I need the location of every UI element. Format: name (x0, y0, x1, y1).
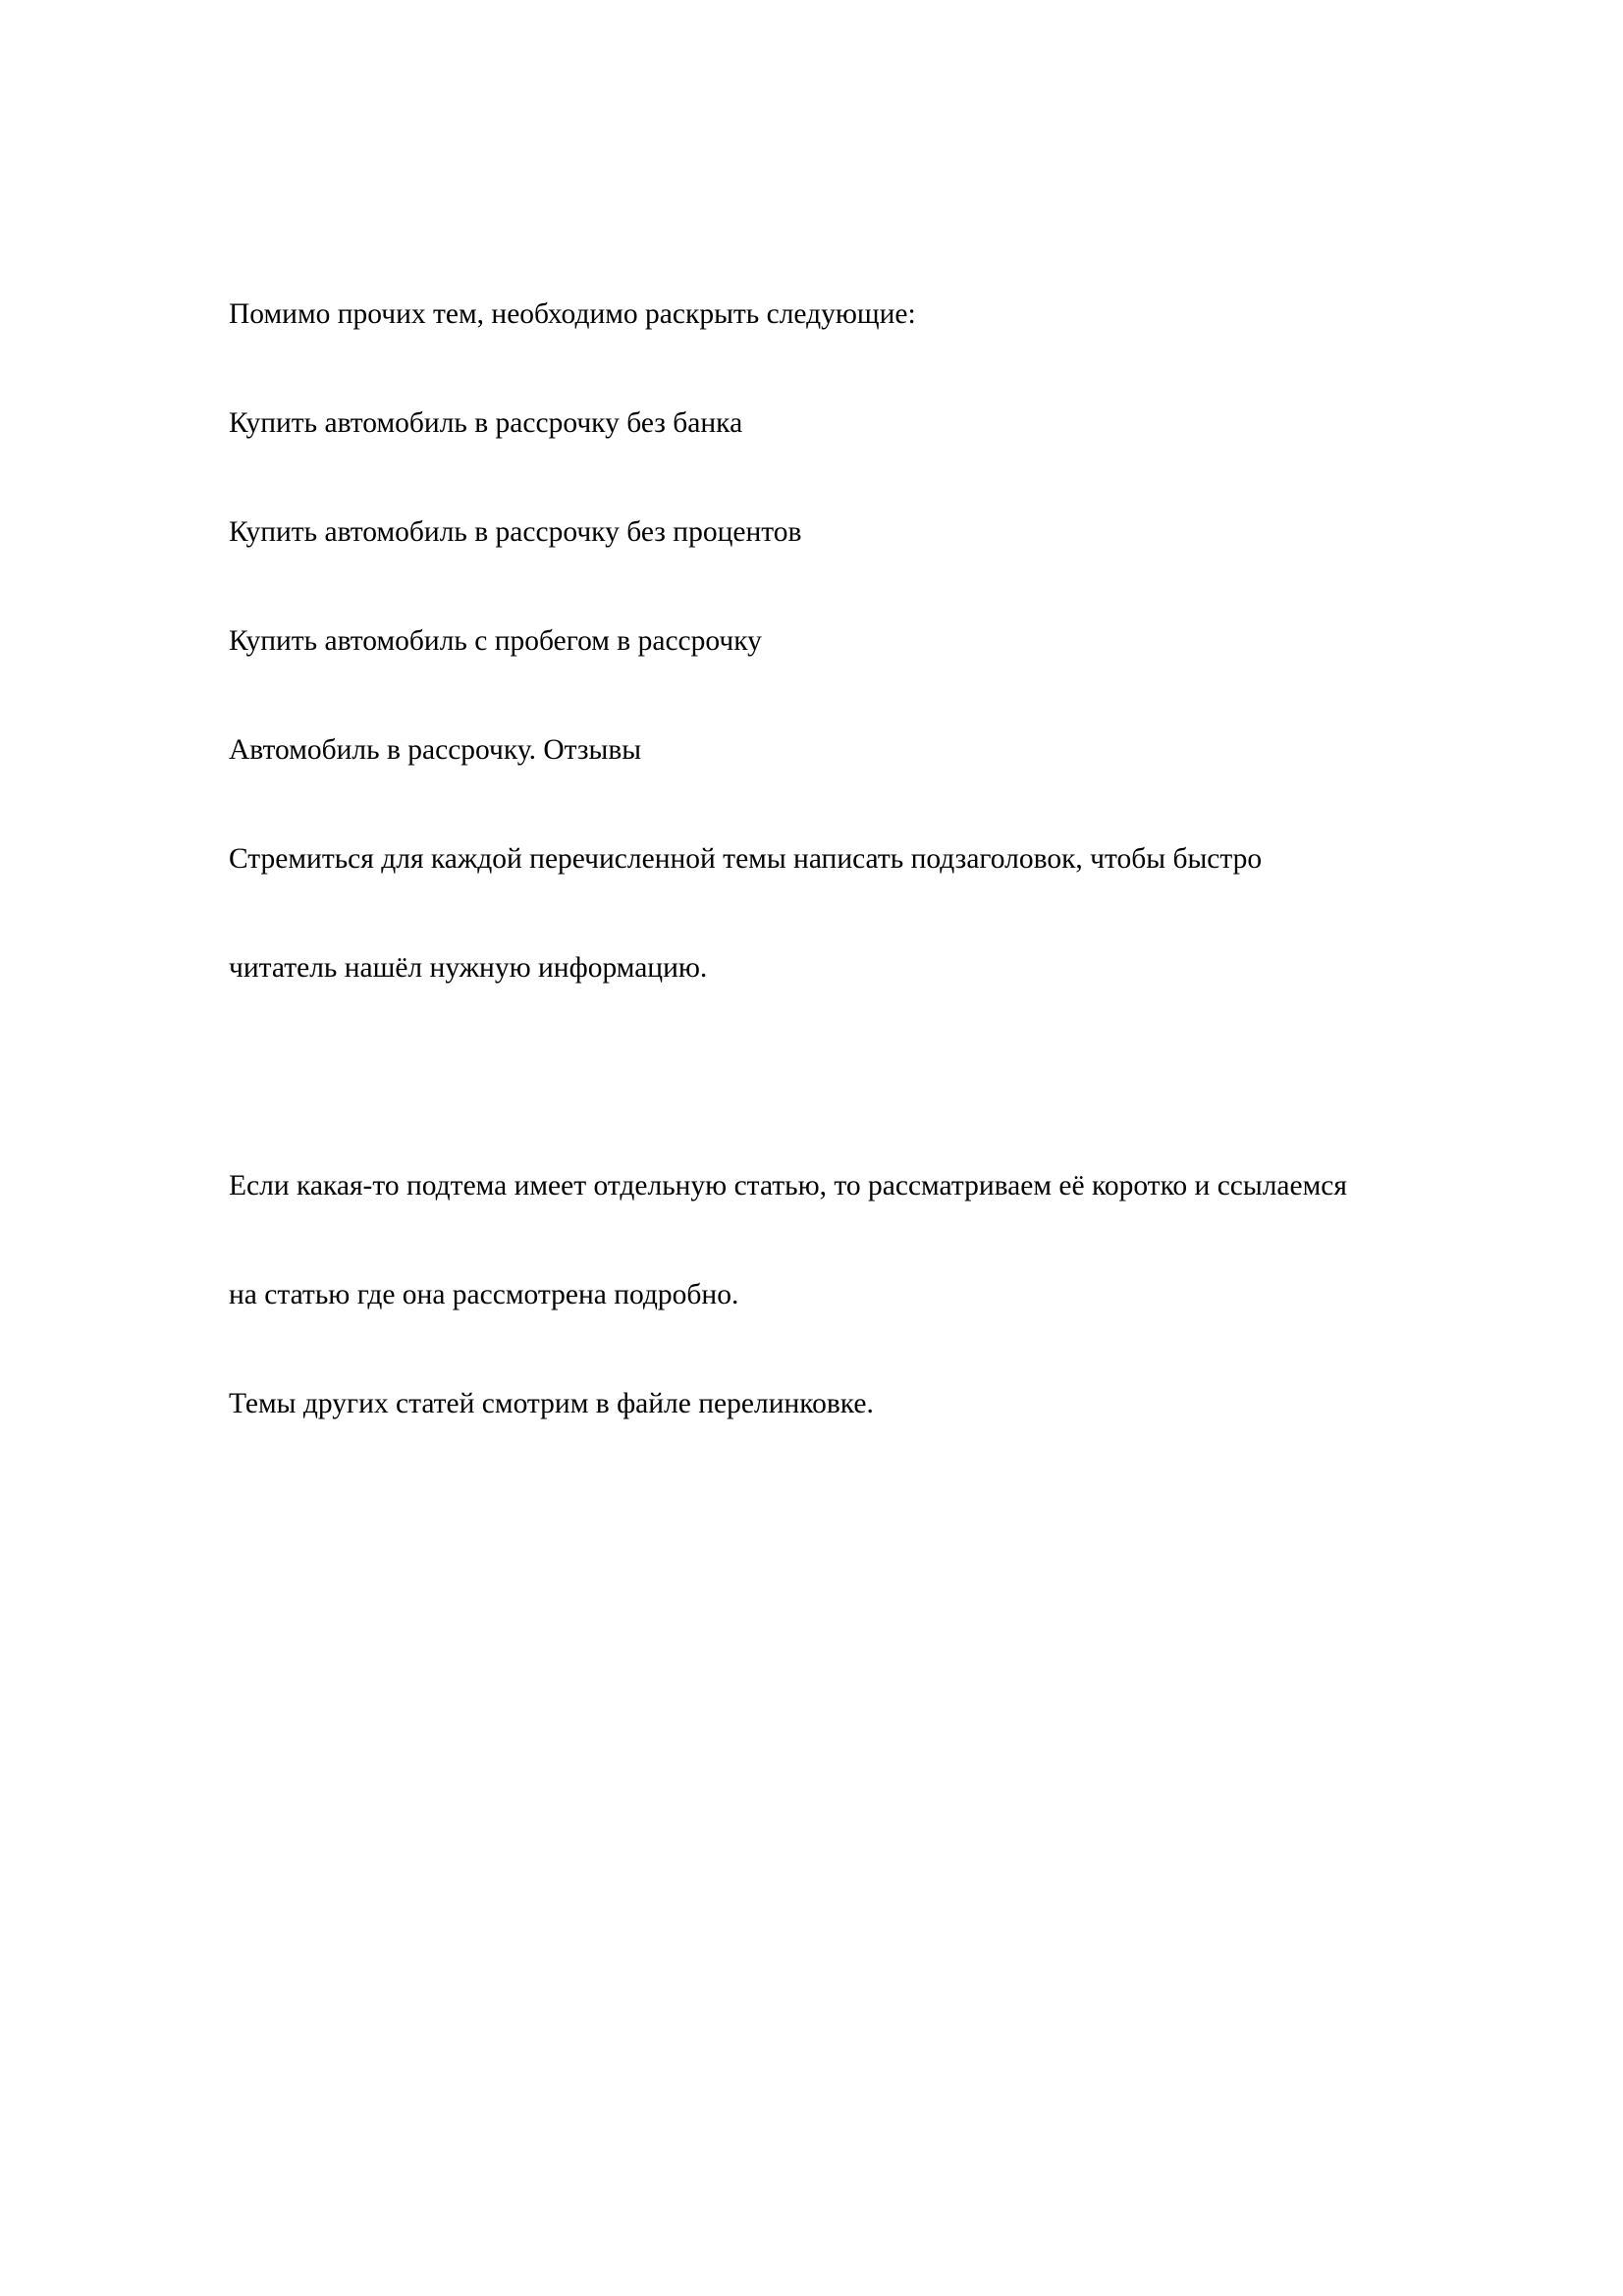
text-line-9: на статью где она рассмотрена подробно. (229, 1279, 739, 1310)
paragraph-gap (229, 1059, 1407, 1095)
text-line-8: Если какая-то подтема имеет отдельную статью, то рассматриваем её коротко и ссылаемся (229, 1170, 1347, 1201)
paragraph-notes (229, 1095, 1407, 1495)
text-line-6: Стремиться для каждой перечисленной темы написать подзаголовок, чтобы быстро (229, 843, 1263, 875)
text-line-3: Купить автомобиль в рассрочку без процентов (229, 516, 802, 548)
paragraph-text (229, 1095, 1407, 1495)
paragraph-topics (229, 224, 1407, 1059)
paragraph-text (229, 224, 1407, 1059)
text-line-1: Помимо прочих тем, необходимо раскрыть следующие: (229, 298, 916, 330)
text-line-2: Купить автомобиль в рассрочку без банка (229, 407, 743, 439)
text-line-7: читатель нашёл нужную информацию. (229, 952, 708, 984)
text-line-10: Темы других статей смотрим в файле перелинковке. (229, 1388, 874, 1419)
text-line-4: Купить автомобиль с пробегом в рассрочку (229, 625, 762, 657)
document-body (229, 224, 1407, 1495)
text-line-5: Автомобиль в рассрочку. Отзывы (229, 734, 642, 766)
